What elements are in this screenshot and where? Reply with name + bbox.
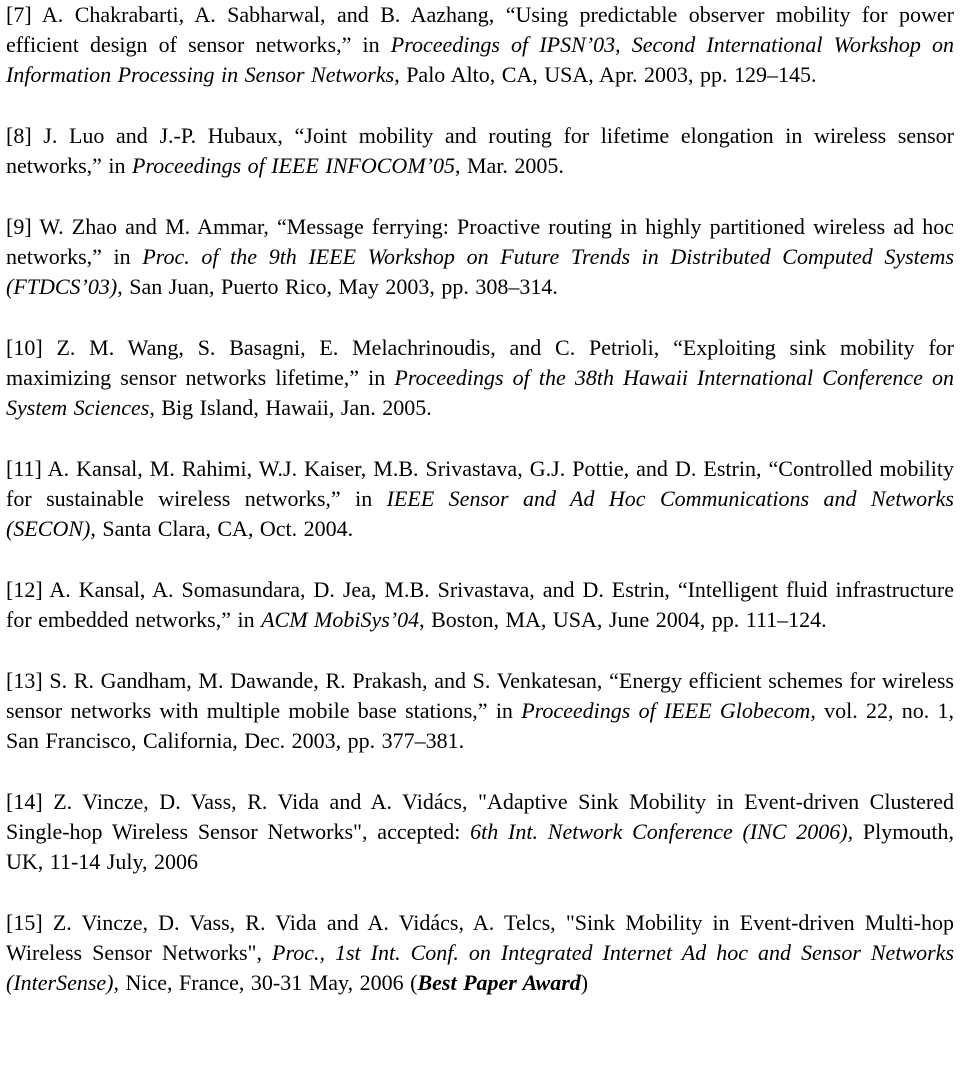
venue-title: Proc., 1st Int. Conf. on Integrated Internet Ad hoc and Sensor Networks (InterSense)	[6, 940, 955, 995]
venue-title: Proceedings of IPSN’03, Second International Workshop on Information Processing in Sensor Networks	[6, 32, 954, 87]
reference-text: [11] A. Kansal, M. Rahimi, W.J. Kaiser, M.B. Srivastava, G.J. Pottie, and D. Estrin, “Controlled mobility for sustainable wireless networks,” in	[6, 456, 954, 511]
reference-text: [7] A. Chakrabarti, A. Sabharwal, and B. Aazhang, “Using predictable observer mobility for power efficient design of sensor networks,” in	[6, 2, 954, 57]
reference-text: , Mar. 2005.	[454, 153, 564, 178]
reference-text: , Santa Clara, CA, Oct. 2004.	[90, 516, 354, 541]
reference-entry	[6, 0, 954, 90]
venue-title: Proc. of the 9th IEEE Workshop on Future Trends in Distributed Computed Systems (FTDCS’03)	[6, 244, 955, 299]
reference-text: , Boston, MA, USA, June 2004, pp. 111–124.	[419, 607, 827, 632]
reference-text: , San Juan, Puerto Rico, May 2003, pp. 308–314.	[117, 274, 558, 299]
venue-title: Proceedings of IEEE Globecom	[521, 698, 811, 723]
reference-entry	[6, 454, 954, 544]
reference-entry	[6, 212, 954, 302]
reference-text: [8] J. Luo and J.-P. Hubaux, “Joint mobility and routing for lifetime elongation in wireless sensor networks,” in	[6, 123, 954, 178]
reference-entry	[6, 121, 954, 181]
reference-text: [10] Z. M. Wang, S. Basagni, E. Melachrinoudis, and C. Petrioli, “Exploiting sink mobility for maximizing sensor networks lifetime,” in	[6, 335, 954, 390]
reference-text: , Big Island, Hawaii, Jan. 2005.	[149, 395, 432, 420]
reference-text: [14] Z. Vincze, D. Vass, R. Vida and A. Vidács, "Adaptive Sink Mobility in Event-driven Clustered Single-hop Wireless Sensor Networks", accepted:	[6, 789, 954, 844]
reference-text: [9] W. Zhao and M. Ammar, “Message ferrying: Proactive routing in highly partitioned wireless ad hoc networks,” in	[6, 214, 954, 269]
reference-text: , vol. 22, no. 1, San Francisco, California, Dec. 2003, pp. 377–381.	[6, 698, 954, 753]
reference-entry	[6, 787, 954, 877]
reference-text: [12] A. Kansal, A. Somasundara, D. Jea, M.B. Srivastava, and D. Estrin, “Intelligent fluid infrastructure for embedded networks,” in	[6, 577, 954, 632]
reference-entry	[6, 666, 954, 756]
venue-title: Proceedings of the 38th Hawaii International Conference on System Sciences	[6, 365, 954, 420]
venue-title: 6th Int. Network Conference (INC 2006),	[470, 819, 854, 844]
reference-text: Plymouth, UK, 11-14 July, 2006	[6, 819, 954, 874]
reference-text: [13] S. R. Gandham, M. Dawande, R. Prakash, and S. Venkatesan, “Energy efficient schemes for wireless sensor networks with multiple mobile base stations,” in	[6, 668, 954, 723]
reference-text: )	[580, 970, 589, 995]
reference-text: , Palo Alto, CA, USA, Apr. 2003, pp. 129–145.	[394, 62, 817, 87]
reference-text: , Nice, France, 30-31 May, 2006 (	[113, 970, 418, 995]
venue-title: ACM MobiSys’04	[261, 607, 420, 632]
reference-entry	[6, 908, 954, 998]
reference-text: [15] Z. Vincze, D. Vass, R. Vida and A. Vidács, A. Telcs, "Sink Mobility in Event-driven Multi-hop Wireless Sensor Networks",	[6, 910, 954, 965]
venue-title: IEEE Sensor and Ad Hoc Communications and Networks (SECON)	[6, 486, 954, 541]
award-note: Best Paper Award	[417, 970, 581, 995]
venue-title: Proceedings of IEEE INFOCOM’05	[132, 153, 455, 178]
reference-entry	[6, 333, 954, 423]
reference-entry	[6, 575, 954, 635]
